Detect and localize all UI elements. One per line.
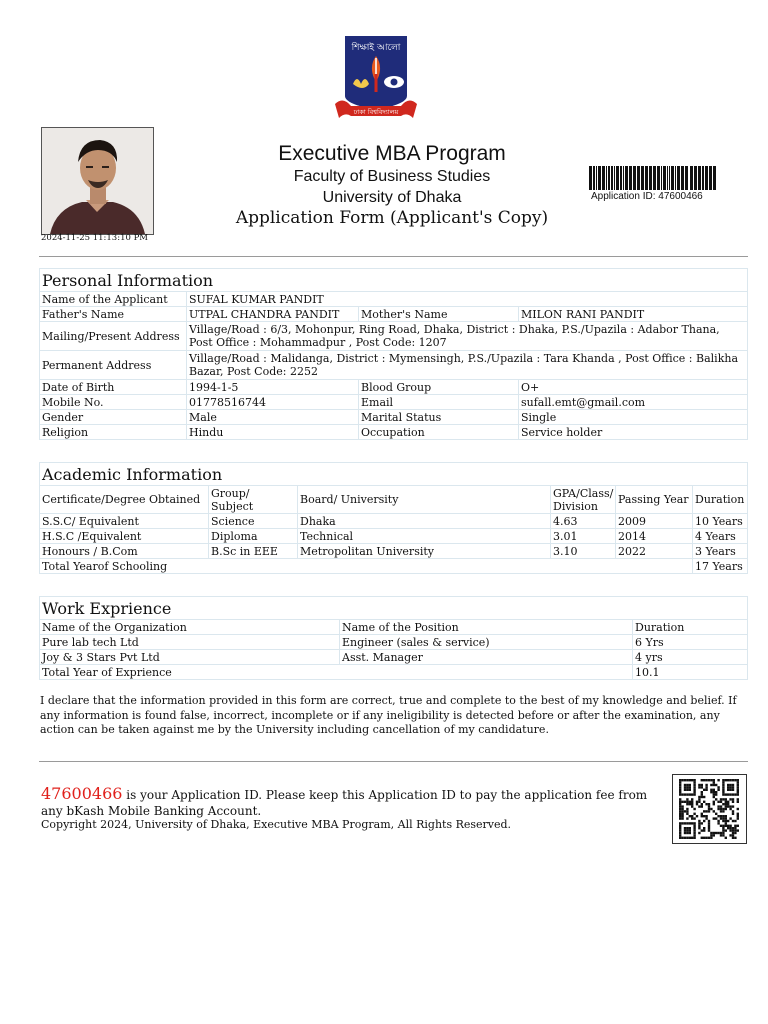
- table-cell: Technical: [298, 529, 551, 544]
- column-header: Certificate/Degree Obtained: [40, 486, 209, 514]
- table-cell: 3.10: [551, 544, 616, 559]
- table-cell: 10 Years: [693, 514, 748, 529]
- application-id-note-text: is your Application ID. Please keep this Application ID to pay the application fee from any bKash Mobile Banking Account.: [41, 788, 648, 818]
- application-id-highlight: 47600466: [41, 784, 123, 803]
- university-name: University of Dhaka: [322, 189, 462, 206]
- mailing-address: Village/Road : 6/3, Mohonpur, Ring Road, Dhaka, District : Dhaka, P.S./Upazila : Adabor Thana, Post Office : Mohammadpur , Post Code: 1207: [187, 322, 748, 351]
- header-divider: [39, 256, 748, 257]
- table-cell: Metropolitan University: [298, 544, 551, 559]
- marital-status: Single: [519, 410, 748, 425]
- gender: Male: [187, 410, 359, 425]
- column-header: Board/ University: [298, 486, 551, 514]
- father-name: UTPAL CHANDRA PANDIT: [187, 307, 359, 322]
- column-header: Name of the Position: [340, 620, 633, 635]
- total-label: Total Year of Exprience: [40, 665, 633, 680]
- table-row: [40, 635, 748, 650]
- table-cell: S.S.C/ Equivalent: [40, 514, 209, 529]
- occupation: Service holder: [519, 425, 748, 440]
- table-cell: Pure lab tech Ltd: [40, 635, 340, 650]
- application-barcode: [589, 166, 719, 190]
- university-logo: [333, 34, 419, 128]
- qr-code: [672, 774, 747, 844]
- table-cell: 2014: [616, 529, 693, 544]
- table-cell: 3 Years: [693, 544, 748, 559]
- column-header: Name of the Organization: [40, 620, 340, 635]
- mother-name: MILON RANI PANDIT: [519, 307, 748, 322]
- blood-group: O+: [519, 380, 748, 395]
- form-title: Application Form (Applicant's Copy): [235, 208, 549, 228]
- personal-info-table: [39, 268, 748, 440]
- table-cell: Engineer (sales & service): [340, 635, 633, 650]
- column-header: GPA/Class/ Division: [551, 486, 616, 514]
- table-row: [40, 650, 748, 665]
- field-label: Marital Status: [359, 410, 519, 425]
- column-header: Duration: [693, 486, 748, 514]
- table-row: [40, 529, 748, 544]
- work-experience-table: [39, 596, 748, 680]
- field-label: Religion: [40, 425, 187, 440]
- table-cell: B.Sc in EEE: [209, 544, 298, 559]
- applicant-photo: [41, 127, 154, 235]
- academic-info-table: [39, 462, 748, 574]
- field-label: Date of Birth: [40, 380, 187, 395]
- program-title: Executive MBA Program: [278, 142, 506, 165]
- column-header: Passing Year: [616, 486, 693, 514]
- table-cell: Dhaka: [298, 514, 551, 529]
- logo-motto: শিক্ষাই আলো: [351, 43, 401, 53]
- table-cell: 3.01: [551, 529, 616, 544]
- field-label: Mother's Name: [359, 307, 519, 322]
- column-header: Group/ Subject: [209, 486, 298, 514]
- table-row-total: [40, 665, 748, 680]
- field-label: Name of the Applicant: [40, 292, 187, 307]
- field-label: Mobile No.: [40, 395, 187, 410]
- table-cell: Honours / B.Com: [40, 544, 209, 559]
- table-row-total: [40, 559, 748, 574]
- declaration-text: I declare that the information provided in this form are correct, true and complete to the best of my knowledge and belief. If any information is found false, incorrect, incomplete or if any ineligibility is detected before or after the examination, any action can be taken against me by the University including cancellation of my candidature.: [40, 694, 737, 736]
- column-header: Duration: [633, 620, 748, 635]
- religion: Hindu: [187, 425, 359, 440]
- footer-divider: [39, 761, 748, 762]
- field-label: Email: [359, 395, 519, 410]
- table-cell: Asst. Manager: [340, 650, 633, 665]
- table-cell: H.S.C /Equivalent: [40, 529, 209, 544]
- table-cell: Science: [209, 514, 298, 529]
- table-cell: 4 yrs: [633, 650, 748, 665]
- field-label: Permanent Address: [40, 351, 187, 380]
- table-row: [40, 544, 748, 559]
- photo-timestamp: 2024-11-25 11:13:10 PM: [41, 233, 149, 243]
- mobile-number: 01778516744: [187, 395, 359, 410]
- section-heading: Work Exprience: [40, 597, 748, 620]
- table-cell: 6 Yrs: [633, 635, 748, 650]
- table-cell: 2009: [616, 514, 693, 529]
- permanent-address: Village/Road : Malidanga, District : Mymensingh, P.S./Upazila : Tara Khanda , Post Office : Balikha Bazar, Post Code: 2252: [187, 351, 748, 380]
- date-of-birth: 1994-1-5: [187, 380, 359, 395]
- section-heading: Personal Information: [40, 269, 748, 292]
- field-label: Occupation: [359, 425, 519, 440]
- field-label: Father's Name: [40, 307, 187, 322]
- copyright-text: Copyright 2024, University of Dhaka, Executive MBA Program, All Rights Reserved.: [41, 818, 512, 831]
- total-value: 10.1: [633, 665, 748, 680]
- table-cell: Joy & 3 Stars Pvt Ltd: [40, 650, 340, 665]
- total-label: Total Yearof Schooling: [40, 559, 693, 574]
- logo-name: ঢাকা বিশ্ববিদ্যালয়: [353, 108, 399, 116]
- application-id-note: [41, 786, 671, 819]
- table-cell: 4 Years: [693, 529, 748, 544]
- table-cell: Diploma: [209, 529, 298, 544]
- faculty-name: Faculty of Business Studies: [293, 168, 491, 185]
- table-cell: 4.63: [551, 514, 616, 529]
- email: sufall.emt@gmail.com: [519, 395, 748, 410]
- table-row: [40, 514, 748, 529]
- application-id-label: Application ID: 47600466: [591, 191, 703, 202]
- applicant-name: SUFAL KUMAR PANDIT: [187, 292, 748, 307]
- field-label: Gender: [40, 410, 187, 425]
- section-heading: Academic Information: [40, 463, 748, 486]
- field-label: Mailing/Present Address: [40, 322, 187, 351]
- field-label: Blood Group: [359, 380, 519, 395]
- table-cell: 2022: [616, 544, 693, 559]
- total-value: 17 Years: [693, 559, 748, 574]
